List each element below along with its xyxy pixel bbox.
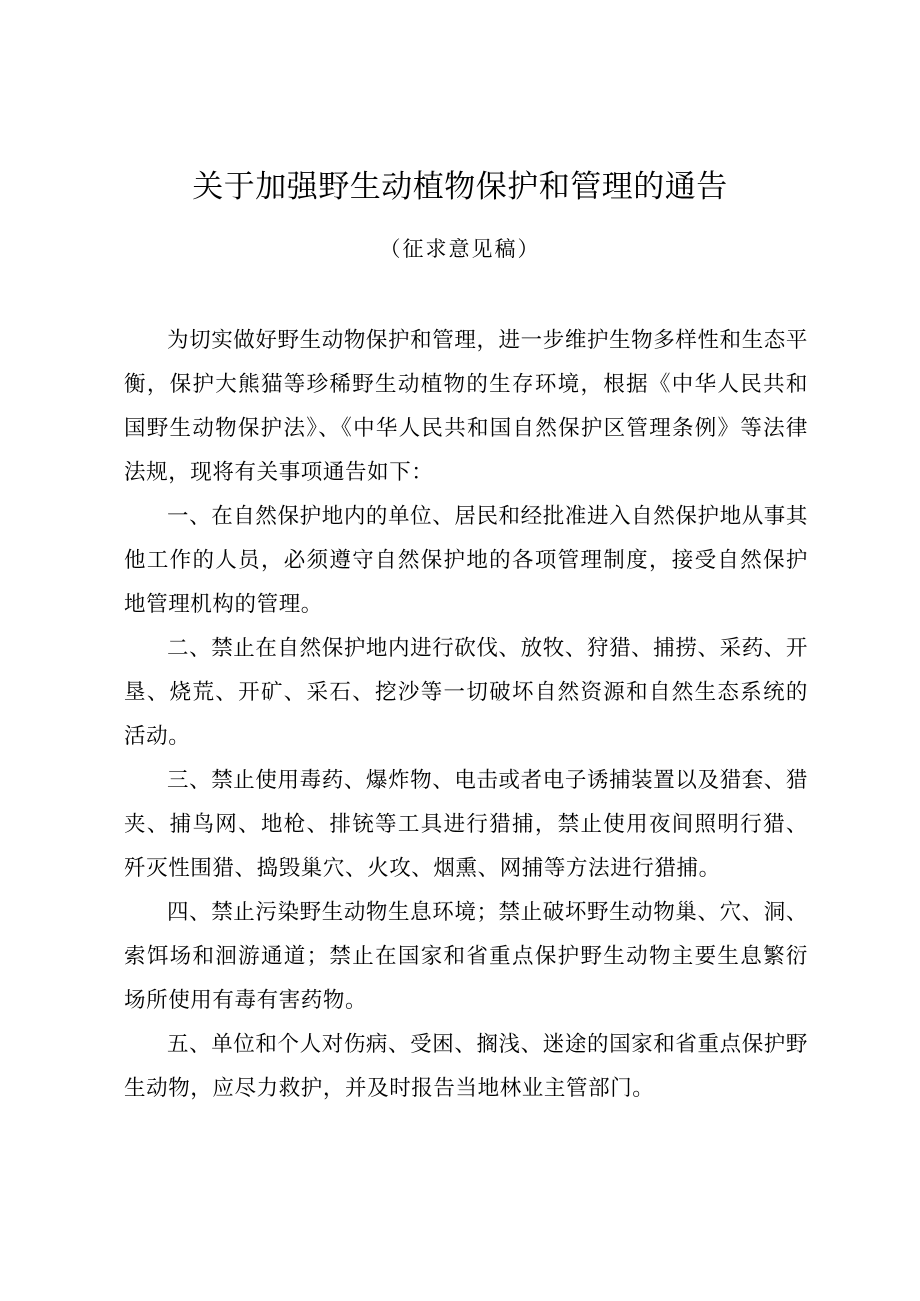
document-title: 关于加强野生动植物保护和管理的通告 (192, 169, 728, 205)
document-subtitle: （征求意见稿） (379, 237, 541, 261)
clause-4-paragraph: 四、禁止污染野生动物生息环境；禁止破坏野生动物巢、穴、洞、索饵场和洄游通道；禁止在国家和省重点保护野生动物主要生息繁衍场所使用有毒有害药物。 (124, 900, 808, 1013)
clause-5-paragraph: 五、单位和个人对伤病、受困、搁浅、迷途的国家和省重点保护野生动物，应尽力救护，并及时报告当地林业主管部门。 (124, 1032, 808, 1101)
document-body (124, 319, 808, 1111)
intro-paragraph: 为切实做好野生动物保护和管理，进一步维护生物多样性和生态平衡，保护大熊猫等珍稀野生动植物的生存环境，根据《中华人民共和国野生动物保护法》、《中华人民共和国自然保护区管理条例》等法律法规，现将有关事项通告如下： (124, 328, 808, 485)
clause-3-paragraph: 三、禁止使用毒药、爆炸物、电击或者电子诱捕装置以及猎套、猎夹、捕鸟网、地枪、排铳等工具进行猎捕，禁止使用夜间照明行猎、歼灭性围猎、捣毁巢穴、火攻、烟熏、网捕等方法进行猎捕。 (124, 768, 808, 881)
clause-2-paragraph: 二、禁止在自然保护地内进行砍伐、放牧、狩猎、捕捞、采药、开垦、烧荒、开矿、采石、挖沙等一切破坏自然资源和自然生态系统的活动。 (124, 636, 808, 749)
clause-1-paragraph: 一、在自然保护地内的单位、居民和经批准进入自然保护地从事其他工作的人员，必须遵守自然保护地的各项管理制度，接受自然保护地管理机构的管理。 (124, 504, 808, 617)
